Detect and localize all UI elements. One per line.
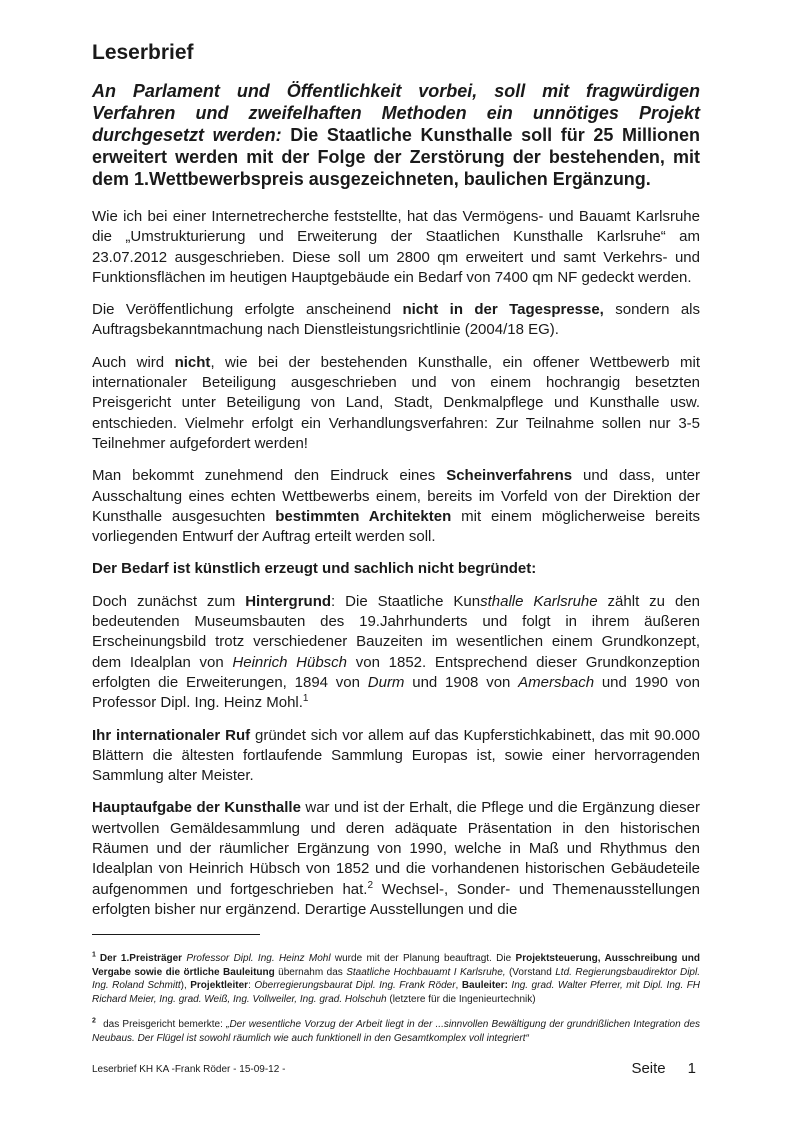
page-number: 1 bbox=[687, 1060, 696, 1077]
footer-document-info: Leserbrief KH KA -Frank Röder - 15-09-12 - bbox=[92, 1064, 286, 1075]
page-title: Leserbrief bbox=[92, 41, 194, 64]
paragraph-2: Die Veröffentlichung erfolgte anscheinend nicht in der Tagespresse, sondern als Auftragsbekanntmachung nach Dienstleistungsrichtlinie (2004/18 EG). bbox=[92, 301, 700, 339]
page-indicator bbox=[609, 1060, 696, 1077]
headline-intro: An Parlament und Öffentlichkeit vorbei, soll mit fragwürdigen Verfahren und zweifelhaften Methoden ein unnötiges Projekt durchgesetzt werden: bbox=[92, 81, 700, 145]
headline-rest: Die Staatliche Kunsthalle soll für 25 Millionen erweitert werden mit der Folge der Zerstörung der bestehenden, mit dem 1.Wettbewerbspreis ausgezeichneten, baulichen Ergänzung. bbox=[92, 125, 700, 189]
page-footer bbox=[92, 1060, 700, 1080]
footnote-divider bbox=[92, 934, 260, 935]
footnote-ref-1: 1 bbox=[302, 693, 309, 705]
footnote-2: $^2$ das Preisgericht bemerkte: „Der wesentliche Vorzug der Arbeit liegt in der ...sinnvollen Bewältigung der grundrißlichen Integration des Neubaus. Der Flügel ist sowohl räumlich wie auch funktionell in den Gesamtkomplex voll integriert“ bbox=[92, 1018, 701, 1044]
paragraph-6: Ihr internationaler Ruf gründet sich vor allem auf das Kupferstichkabinett, das mit 90.000 Blättern die ältesten fortlaufende Sammlung Europas ist, sowie einer hervorragenden Sammlung alter Meister. bbox=[92, 726, 700, 785]
paragraph-7: Hauptaufgabe der Kunsthalle war und ist der Erhalt, die Pflege und die Ergänzung dieser wertvollen Gemäldesammlung und deren adäquate Präsentation in den historischen Räumen und der räumlicher Ergänzung von 1990, welche in Maß und Rhythmus den Idealplan von Heinrich Hübsch von 1852 und die vorhandenen historischen Gebäudeteile aufgenommen und fortgeschrieben hat.$^2$ Wechsel-, Sonder- und Themenausstellungen erfolgten bisher nur ergänzend. Derartige Ausstellungen und die bbox=[92, 799, 701, 918]
section-subheading: Der Bedarf ist künstlich erzeugt und sachlich nicht begründet: bbox=[92, 560, 537, 578]
footnote-1: $^1$ Der 1.Preisträger Professor Dipl. Ing. Heinz Mohl wurde mit der Planung beauftragt. Die Projektsteuerung, Ausschreibung und Vergabe sowie die örtliche Bauleitung übernahm das Staatliche Hochbauamt I Karlsruhe, (Vorstand Ltd. Regierungsbaudirektor Dipl. Ing. Roland Schmitt), Projektleiter: Oberregierungsbaurat Dipl. Ing. Frank Röder, Bauleiter: Ing. grad. Walter Pferrer, mit Dipl. Ing. FH Richard Meier, Ing. grad. Weiß, Ing. Vollweiler, Ing. grad. Holschuh (letztere für die Ingenieurtechnik) bbox=[92, 951, 701, 1005]
paragraph-4: Man bekommt zunehmend den Eindruck eines Scheinverfahrens und dass, unter Ausschaltung eines echten Wettbewerbs einem, bereits im Vorfeld von der Direktion der Kunsthalle ausgesuchten bestimmten Architekten mit einem möglicherweise bereits vorliegenden Entwurf der Auftrag erteilt werden soll. bbox=[92, 467, 700, 546]
paragraph-3: Auch wird nicht, wie bei der bestehenden Kunsthalle, ein offener Wettbewerb mit internationaler Beteiligung ausgeschrieben und von einem hochrangig besetzten Preisgericht unter Beteiligung von Land, Stadt, Denkmalpflege und Kunsthalle usw. entschieden. Vielmehr erfolgt ein Verhandlungsverfahren: Zur Teilnahme sollen nur 3-5 Teilnehmer aufgefordert werden! bbox=[92, 353, 701, 452]
headline bbox=[92, 80, 700, 190]
letter-body bbox=[92, 207, 700, 932]
footnote-ref-2: 2 bbox=[367, 879, 374, 891]
page-label: Seite bbox=[631, 1060, 666, 1077]
paragraph-1: Wie ich bei einer Internetrecherche feststellte, hat das Vermögens- und Bauamt Karlsruhe die „Umstrukturierung und Erweiterung der Staatlichen Kunsthalle Karlsruhe“ am 23.07.2012 ausgeschrieben. Diese soll um 2800 qm erweitert und samt Verkehrs- und Funktionsflächen im heutigen Hauptgebäude ein Bedarf von 7400 qm NF gedeckt werden. bbox=[92, 208, 700, 286]
footnotes bbox=[92, 952, 700, 1058]
paragraph-5: Doch zunächst zum Hintergrund: Die Staatliche Kunsthalle Karlsruhe zählt zu den bedeutenden Museumsbauten des 19.Jahrhunderts und folgt in ihrem äußeren Erscheinungsbild trotz verschiedener Bauzeiten im wesentlichen einem Grundkonzept, dem Idealplan von Heinrich Hübsch von 1852. Entsprechend dieser Grundkonzeption erfolgten die Erweiterungen, 1894 von Durm und 1908 von Amersbach und 1990 von Professor Dipl. Ing. Heinz Mohl.$^1$ bbox=[92, 592, 700, 712]
